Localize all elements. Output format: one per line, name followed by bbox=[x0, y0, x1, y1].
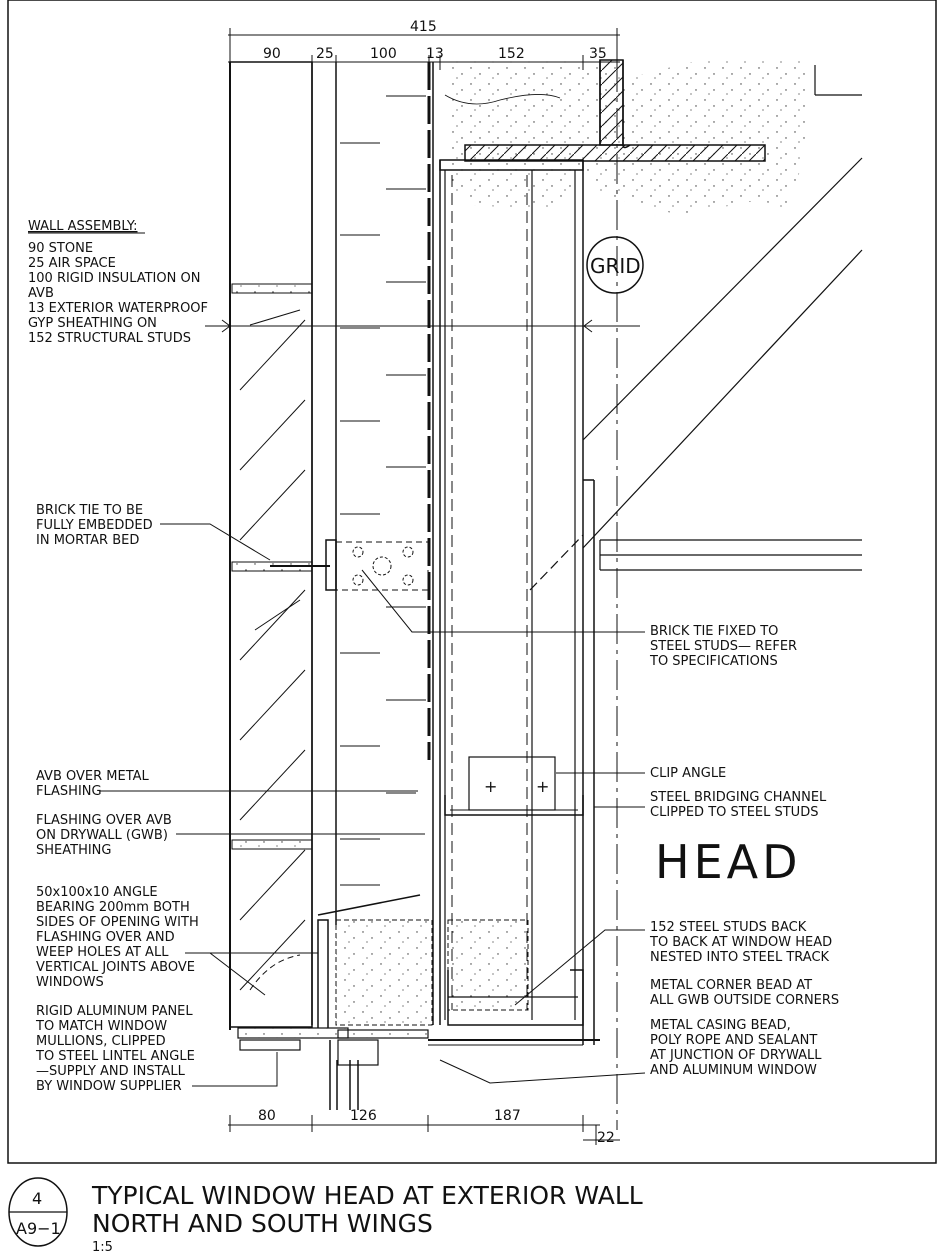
note-line: VERTICAL JOINTS ABOVE bbox=[36, 960, 195, 975]
note-line: SIDES OF OPENING WITH bbox=[36, 915, 199, 930]
detail-title-line1: TYPICAL WINDOW HEAD AT EXTERIOR WALL bbox=[92, 1181, 643, 1210]
note-line: FLASHING bbox=[36, 784, 102, 799]
note-line: CLIP ANGLE bbox=[650, 766, 727, 781]
note-line: STEEL STUDS— REFER bbox=[650, 639, 798, 654]
dim-bottom-1: 80 bbox=[258, 1108, 276, 1124]
note-line: NESTED INTO STEEL TRACK bbox=[650, 950, 830, 965]
note-line: POLY ROPE AND SEALANT bbox=[650, 1033, 818, 1048]
note-line: METAL CASING BEAD, bbox=[650, 1018, 791, 1033]
grid-label: GRID bbox=[590, 254, 641, 278]
dim-gwb: 35 bbox=[589, 46, 607, 62]
grid-bubble bbox=[587, 237, 643, 293]
dim-stone: 90 bbox=[263, 46, 281, 62]
aluminum-panel-note bbox=[35, 1004, 277, 1094]
note-line: WINDOWS bbox=[36, 975, 104, 990]
note-line: WEEP HOLES AT ALL bbox=[36, 945, 169, 960]
bridging-channel-note bbox=[594, 790, 827, 820]
concrete-slab bbox=[445, 60, 810, 215]
note-line: 152 STEEL STUDS BACK bbox=[650, 920, 807, 935]
wall-assembly-line: 90 STONE bbox=[28, 241, 94, 256]
note-line: TO BACK AT WINDOW HEAD bbox=[650, 935, 833, 950]
wall-assembly-note bbox=[28, 219, 208, 346]
avb-flashing-note bbox=[36, 769, 418, 799]
clip-angle-assembly bbox=[445, 757, 583, 815]
sheet-number: A9−1 bbox=[16, 1219, 61, 1238]
note-line: 50x100x10 ANGLE bbox=[36, 885, 158, 900]
note-line: RIGID ALUMINUM PANEL bbox=[36, 1004, 193, 1019]
note-line: TO STEEL LINTEL ANGLE bbox=[36, 1049, 195, 1064]
dim-sheathing: 13 bbox=[426, 46, 444, 62]
dim-insulation: 100 bbox=[370, 46, 397, 62]
note-line: BRICK TIE TO BE bbox=[36, 503, 144, 518]
casing-bead-note bbox=[440, 1018, 822, 1083]
wall-assembly-line: GYP SHEATHING ON bbox=[28, 316, 157, 331]
note-line: BY WINDOW SUPPLIER bbox=[36, 1079, 182, 1094]
dim-studs: 152 bbox=[498, 46, 525, 62]
brick-tie bbox=[270, 540, 428, 590]
dim-bottom-3: 187 bbox=[494, 1108, 521, 1124]
note-line: AT JUNCTION OF DRYWALL bbox=[650, 1048, 822, 1063]
note-line: TO SPECIFICATIONS bbox=[650, 654, 778, 669]
svg-text:+: + bbox=[536, 777, 550, 796]
note-line: BRICK TIE FIXED TO bbox=[650, 624, 779, 639]
note-line: METAL CORNER BEAD AT bbox=[650, 978, 813, 993]
note-line: FLASHING OVER AND bbox=[36, 930, 175, 945]
note-line: AVB OVER METAL bbox=[36, 769, 149, 784]
svg-text:+: + bbox=[484, 777, 498, 796]
head-label: HEAD bbox=[655, 835, 802, 889]
note-line: SHEATHING bbox=[36, 843, 112, 858]
clip-angle-note bbox=[556, 766, 726, 781]
angle-note bbox=[36, 885, 318, 995]
wall-assembly-line: 13 EXTERIOR WATERPROOF bbox=[28, 301, 209, 316]
note-line: STEEL BRIDGING CHANNEL bbox=[650, 790, 827, 805]
note-line: ON DRYWALL (GWB) bbox=[36, 828, 168, 843]
dim-bottom-2: 126 bbox=[350, 1108, 377, 1124]
dim-overall: 415 bbox=[410, 19, 437, 35]
detail-number: 4 bbox=[32, 1189, 43, 1208]
wall-assembly-line: 100 RIGID INSULATION ON bbox=[28, 271, 201, 286]
note-line: —SUPPLY AND INSTALL bbox=[36, 1064, 185, 1079]
note-line: AND ALUMINUM WINDOW bbox=[650, 1063, 817, 1078]
corner-bead-note bbox=[650, 978, 839, 1008]
note-line: ALL GWB OUTSIDE CORNERS bbox=[650, 993, 840, 1008]
note-line: FLASHING OVER AVB bbox=[36, 813, 172, 828]
wall-assembly-heading: WALL ASSEMBLY: bbox=[28, 219, 138, 234]
dim-air: 25 bbox=[316, 46, 334, 62]
dim-bottom-offset: 22 bbox=[597, 1130, 615, 1146]
note-line: IN MORTAR BED bbox=[36, 533, 140, 548]
wall-assembly-line: AVB bbox=[28, 286, 54, 301]
detail-title-line2: NORTH AND SOUTH WINGS bbox=[92, 1209, 433, 1238]
lintel-assembly bbox=[238, 895, 600, 1110]
note-line: FULLY EMBEDDED bbox=[36, 518, 153, 533]
brick-tie-embedded-note bbox=[36, 503, 270, 560]
brick-tie-fixed-note bbox=[362, 570, 797, 669]
note-line: MULLIONS, CLIPPED bbox=[36, 1034, 166, 1049]
note-line: BEARING 200mm BOTH bbox=[36, 900, 190, 915]
note-line: CLIPPED TO STEEL STUDS bbox=[650, 805, 819, 820]
note-line: TO MATCH WINDOW bbox=[36, 1019, 168, 1034]
wall-assembly-line: 25 AIR SPACE bbox=[28, 256, 116, 271]
wall-assembly-line: 152 STRUCTURAL STUDS bbox=[28, 331, 191, 346]
detail-scale: 1:5 bbox=[92, 1240, 113, 1254]
title-block bbox=[9, 1178, 643, 1254]
